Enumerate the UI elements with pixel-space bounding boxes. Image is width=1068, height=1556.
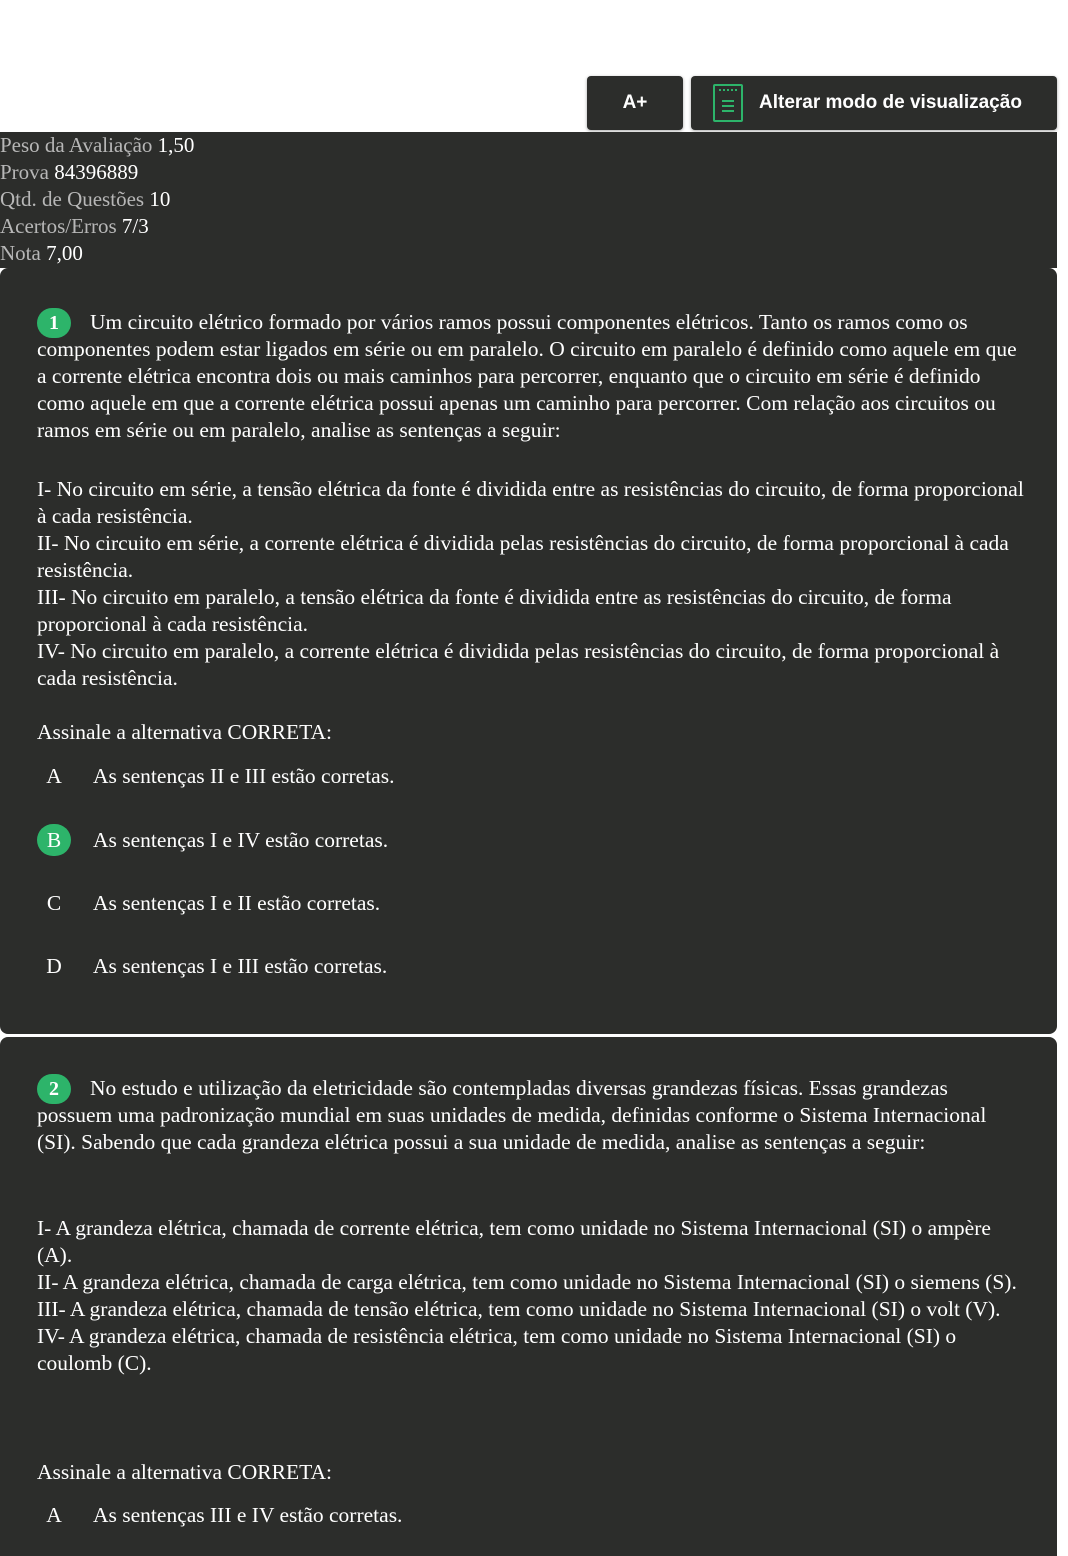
option-c[interactable] xyxy=(37,887,937,919)
statement: IV- A grandeza elétrica, chamada de resistência elétrica, tem como unidade no Sistema Internacional (SI) o coulomb (C). xyxy=(37,1324,957,1375)
summary-value: 84396889 xyxy=(54,160,139,184)
question-statements xyxy=(37,1215,1027,1377)
font-size-button-label: A+ xyxy=(622,92,648,113)
statement: III- A grandeza elétrica, chamada de tensão elétrica, tem como unidade no Sistema Internacional (SI) o volt (V). xyxy=(37,1297,1001,1321)
question-prompt: Assinale a alternativa CORRETA: xyxy=(37,720,333,744)
font-size-button[interactable] xyxy=(587,76,683,130)
summary-value: 7,00 xyxy=(46,241,83,265)
option-letter-correct: B xyxy=(37,824,71,856)
option-letter: C xyxy=(46,891,62,915)
summary-value: 10 xyxy=(149,187,171,211)
summary-row-question-count xyxy=(0,186,1057,213)
option-text: As sentenças II e III estão corretas. xyxy=(93,764,395,788)
view-mode-button-label: Alterar modo de visualização xyxy=(759,92,1022,113)
statement: IV- No circuito em paralelo, a corrente elétrica é dividida pelas resistências do circuito, de forma proporcional à cada resistência. xyxy=(37,639,1000,690)
option-a[interactable] xyxy=(37,1499,937,1531)
summary-row-score-ratio xyxy=(0,213,1057,240)
question-text: No estudo e utilização da eletricidade são contempladas diversas grandezas físicas. Essas grandezas possuem uma padronização mundial em suas unidades de medida, definidas conforme o Sistema Internacional (SI). Sabendo que cada grandeza elétrica possui a sua unidade de medida, analise as sentenças a seguir: xyxy=(37,1076,987,1154)
question-number-badge: 1 xyxy=(37,308,71,338)
summary-label: Nota xyxy=(0,241,41,265)
option-b[interactable] xyxy=(37,824,937,856)
option-a[interactable] xyxy=(37,760,937,792)
option-text: As sentenças I e III estão corretas. xyxy=(93,954,388,978)
statement: I- A grandeza elétrica, chamada de corrente elétrica, tem como unidade no Sistema Internacional (SI) o ampère (A). xyxy=(37,1216,991,1267)
question-number-badge: 2 xyxy=(37,1074,71,1104)
summary-value: 1,50 xyxy=(157,133,195,157)
statement: I- No circuito em série, a tensão elétrica da fonte é dividida entre as resistências do circuito, de forma proporcional à cada resistência. xyxy=(37,477,1024,528)
view-mode-button[interactable] xyxy=(691,76,1057,130)
question-card-2 xyxy=(0,1037,1057,1556)
question-card-1 xyxy=(0,268,1057,1034)
question-statements xyxy=(37,476,1027,692)
summary-label: Prova xyxy=(0,160,49,184)
statement: II- No circuito em série, a corrente elétrica é dividida pelas resistências do circuito, de forma proporcional à cada resistência. xyxy=(37,531,1009,582)
option-letter: A xyxy=(46,764,62,788)
summary-label: Qtd. de Questões xyxy=(0,187,145,211)
option-text: As sentenças III e IV estão corretas. xyxy=(93,1503,403,1527)
exam-summary xyxy=(0,132,1057,268)
statement: III- No circuito em paralelo, a tensão elétrica da fonte é dividida entre as resistências do circuito, de forma proporcional à cada resistência. xyxy=(37,585,952,636)
summary-label: Peso da Avaliação xyxy=(0,133,153,157)
option-text: As sentenças I e II estão corretas. xyxy=(93,891,381,915)
question-text: Um circuito elétrico formado por vários ramos possui componentes elétricos. Tanto os ramos como os componentes podem estar ligados em série ou em paralelo. O circuito em paralelo é definido como aquele em que a corrente elétrica encontra dois ou mais caminhos para percorrer, enquanto que o circuito em série é definido como aquele em que a corrente elétrica possui apenas um caminho para percorrer. Com relação aos circuitos ou ramos em série ou em paralelo, analise as sentenças a seguir: xyxy=(37,310,1017,442)
option-d[interactable] xyxy=(37,950,937,982)
option-letter: D xyxy=(46,954,62,978)
option-text: As sentenças I e IV estão corretas. xyxy=(93,828,389,852)
summary-row-grade xyxy=(0,240,1057,267)
summary-value: 7/3 xyxy=(121,214,149,238)
document-icon xyxy=(713,84,743,122)
summary-row-exam xyxy=(0,159,1057,186)
question-prompt: Assinale a alternativa CORRETA: xyxy=(37,1460,333,1484)
toolbar xyxy=(0,76,1068,132)
option-letter: A xyxy=(46,1503,62,1527)
statement: II- A grandeza elétrica, chamada de carga elétrica, tem como unidade no Sistema Internacional (SI) o siemens (S). xyxy=(37,1270,1017,1294)
summary-row-weight xyxy=(0,132,1057,159)
summary-label: Acertos/Erros xyxy=(0,214,117,238)
